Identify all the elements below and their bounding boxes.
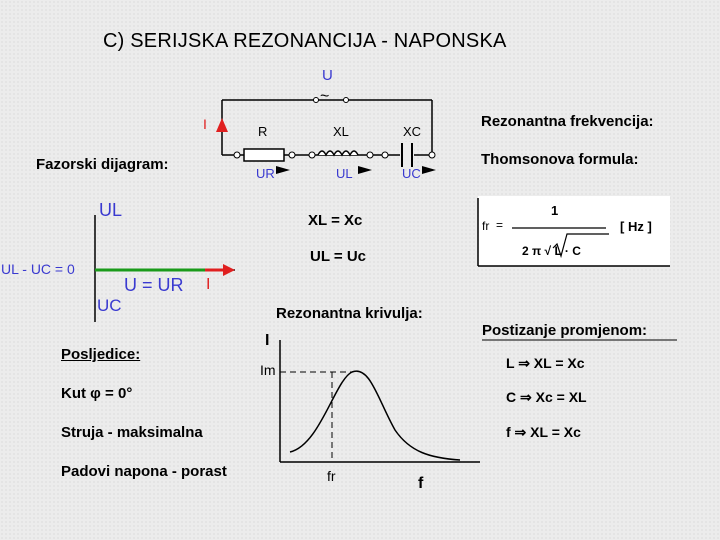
posljedice-item: Kut φ = 0° <box>61 385 133 402</box>
curve-y-label: I <box>265 332 270 349</box>
postizanje-item-l: L ⇒ XL = Xc <box>506 355 585 371</box>
postizanje-item-f: f ⇒ XL = Xc <box>506 424 581 440</box>
posljedice-heading: Posljedice: <box>61 346 141 363</box>
element-xc: XC <box>403 124 422 139</box>
element-r: R <box>258 124 268 139</box>
curve-x-label: f <box>418 475 424 492</box>
postizanje-item-c: C ⇒ Xc = XL <box>506 389 587 405</box>
formula-numerator: 1 <box>551 203 559 218</box>
posljedice-item: Struja - maksimalna <box>61 424 203 441</box>
rezonantna-frekvencija-label: Rezonantna frekvencija: <box>481 113 654 130</box>
phasor-uc: UC <box>97 296 122 315</box>
phasor-ul-minus-uc: UL - UC = 0 <box>1 261 75 277</box>
phasor-u-eq-ur: U = UR <box>124 275 184 295</box>
formula-eq: = <box>496 218 504 232</box>
voltage-ul: UL <box>336 166 353 181</box>
thomson-label: Thomsonova formula: <box>481 151 639 168</box>
formula-denominator: 2 π √ L · C <box>522 244 581 258</box>
current-label: I <box>203 116 207 132</box>
formula-unit: [ Hz ] <box>620 219 652 234</box>
formula-lhs: fr <box>482 219 490 233</box>
postizanje-label: Postizanje promjenom: <box>482 322 648 339</box>
element-xl: XL <box>333 124 349 139</box>
curve-fr-label: fr <box>327 468 336 484</box>
source-tilde: ~ <box>320 88 330 105</box>
voltage-ur: UR <box>256 166 275 181</box>
xl-eq-xc: XL = Xc <box>308 212 363 229</box>
voltage-uc: UC <box>402 166 421 181</box>
rezonantna-krivulja-label: Rezonantna krivulja: <box>276 305 423 322</box>
posljedice-item: Padovi napona - porast <box>61 463 227 480</box>
phasor-i: I <box>206 276 211 293</box>
page-title: C) SERIJSKA REZONANCIJA - NAPONSKA <box>103 30 507 52</box>
phasor-ul: UL <box>99 200 123 220</box>
fazorski-label: Fazorski dijagram: <box>36 156 169 173</box>
ul-eq-uc: UL = Uc <box>310 248 366 265</box>
source-label: U <box>322 67 333 84</box>
curve-im-label: Im <box>260 362 276 378</box>
